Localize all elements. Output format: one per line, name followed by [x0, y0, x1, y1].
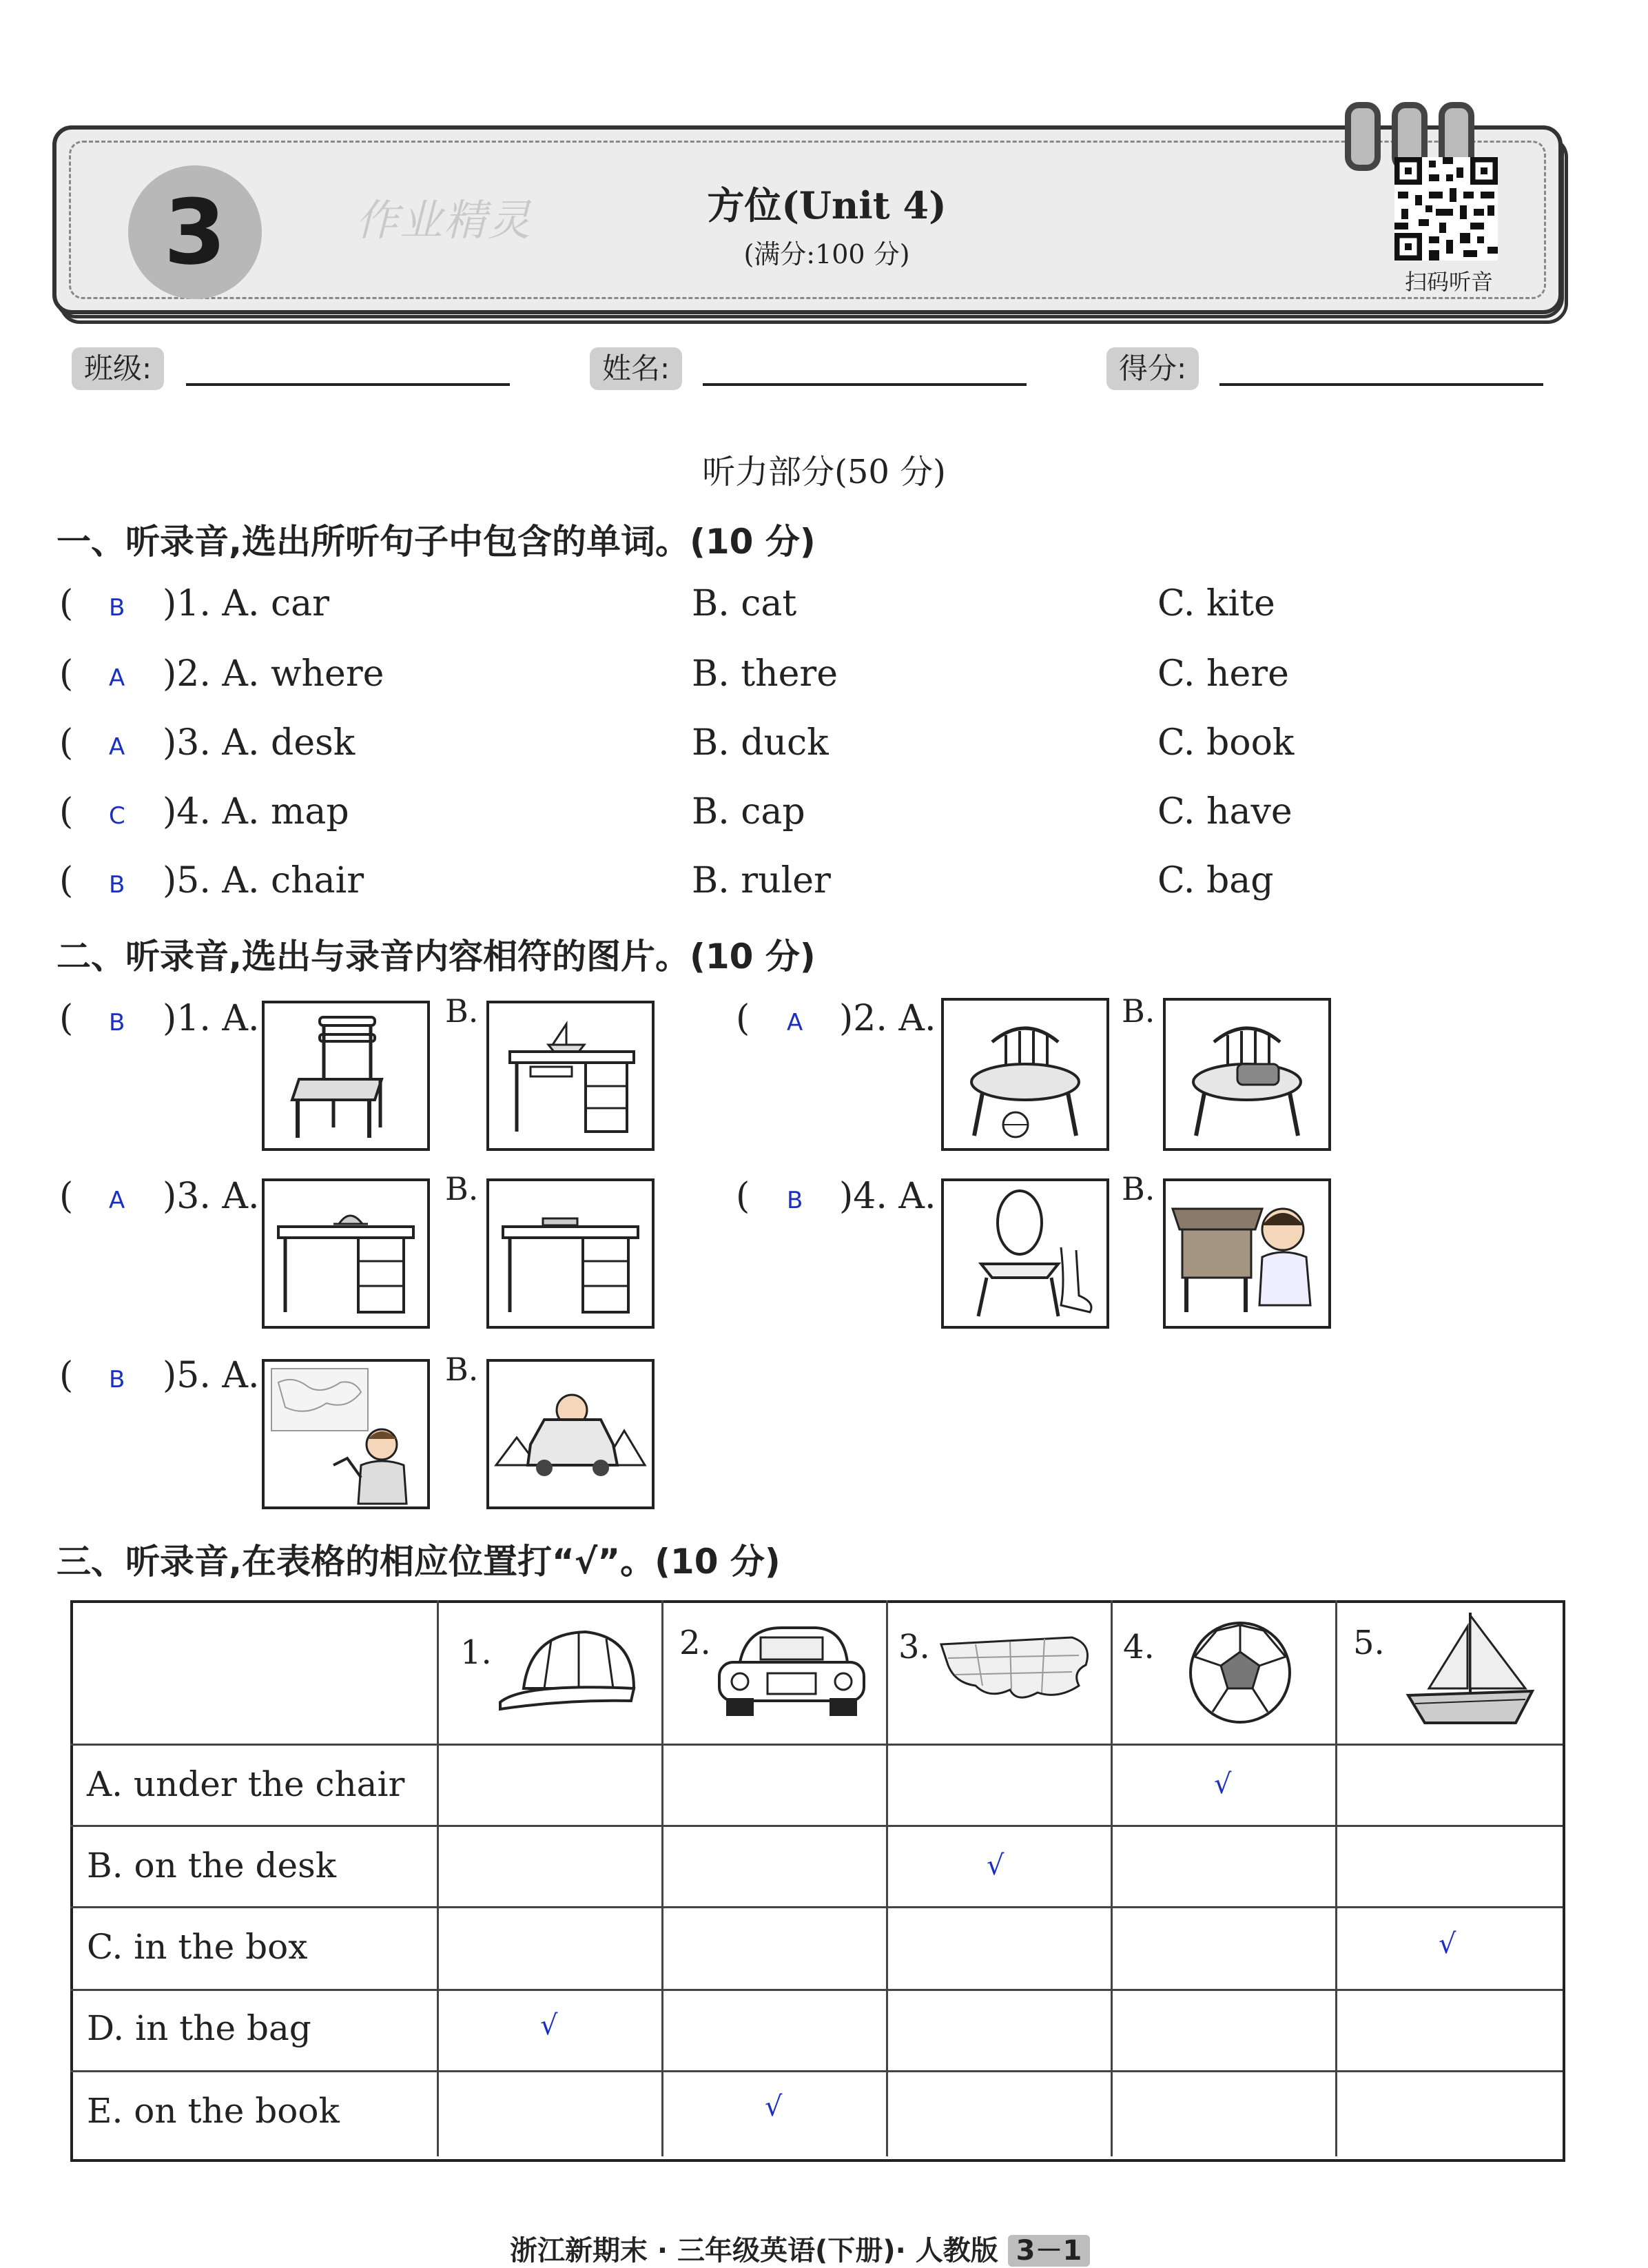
option-a-label: )3. A.: [163, 1176, 260, 1217]
listening-section-title: 听力部分(50 分): [702, 453, 946, 491]
class-field[interactable]: [186, 383, 510, 386]
row-label-c: C. in the box: [87, 1927, 308, 1967]
column-header-4: 4.: [1123, 1628, 1155, 1666]
map-icon: [934, 1624, 1100, 1720]
answer-mark: B: [109, 1009, 125, 1036]
option-c: C. bag: [1157, 860, 1274, 901]
answer-mark: A: [109, 664, 125, 692]
desk-icon: [489, 1003, 652, 1148]
chair-with-foot-picture[interactable]: [941, 1178, 1109, 1329]
column-header-5: 5.: [1353, 1624, 1385, 1662]
page-subtitle: (满分:100 分): [743, 239, 910, 269]
score-label: 得分:: [1106, 347, 1199, 390]
score-field[interactable]: [1219, 383, 1543, 386]
desk-with-book-picture[interactable]: [486, 1178, 655, 1329]
paren-open: (: [59, 998, 74, 1039]
option-b: B. cat: [692, 583, 797, 624]
check-mark-b3: √: [987, 1850, 1005, 1881]
unit-number-badge: 3: [128, 165, 262, 299]
name-label: 姓名:: [590, 347, 682, 390]
option-b: B. there: [692, 653, 838, 695]
option-c: C. have: [1157, 791, 1292, 832]
row-label-b: B. on the desk: [87, 1846, 337, 1886]
table-divider: [70, 1989, 1563, 1991]
name-field[interactable]: [703, 383, 1027, 386]
car-icon: [489, 1362, 652, 1506]
table-divider: [70, 1825, 1563, 1827]
answer-mark: B: [787, 1187, 803, 1214]
paren-open: (: [736, 998, 750, 1039]
check-mark-a4: √: [1214, 1768, 1232, 1800]
part2-heading: 二、听录音,选出与录音内容相符的图片。(10 分): [56, 937, 816, 977]
desk-icon: [265, 1181, 427, 1326]
option-a: )4. A. map: [163, 791, 349, 832]
paren-open: (: [736, 1176, 750, 1217]
footer: [510, 2229, 1130, 2267]
column-header-3: 3.: [898, 1628, 930, 1666]
page-title: 方位(Unit 4): [707, 183, 947, 227]
table-divider: [70, 2070, 1563, 2072]
check-mark-d1: √: [540, 2010, 558, 2041]
car-icon: [712, 1621, 871, 1724]
option-a-label: )5. A.: [163, 1355, 260, 1396]
answer-mark: C: [109, 802, 125, 830]
paren-open: (: [59, 653, 74, 695]
answer-mark: A: [109, 733, 125, 761]
table-divider: [661, 1600, 663, 2156]
page-number: 3－1: [1008, 2235, 1091, 2267]
desk-with-boat-picture[interactable]: [486, 1001, 655, 1151]
option-a: )2. A. where: [163, 653, 384, 695]
footer-text: 浙江新期末 · 三年级英语(下册)· 人教版: [510, 2235, 998, 2267]
answer-mark: B: [109, 871, 125, 899]
answer-mark: B: [109, 1366, 125, 1393]
chair-icon: [944, 1001, 1106, 1148]
chair-icon: [265, 1003, 427, 1148]
answer-mark: B: [109, 594, 125, 622]
option-b-label: B.: [445, 992, 479, 1030]
chair-picture[interactable]: [262, 1001, 430, 1151]
desk-with-cap-picture[interactable]: [262, 1178, 430, 1329]
option-b-label: B.: [1122, 992, 1155, 1030]
boy-at-desk-picture[interactable]: [1163, 1178, 1331, 1329]
part1-heading: 一、听录音,选出所听句子中包含的单词。(10 分): [56, 522, 816, 562]
part3-heading: 三、听录音,在表格的相应位置打“√”。(10 分): [56, 1542, 781, 1582]
sailboat-icon: [1394, 1606, 1546, 1730]
desk-icon: [489, 1181, 652, 1326]
chair-icon: [1166, 1001, 1328, 1148]
table-divider: [437, 1600, 439, 2156]
chair-with-bag-picture[interactable]: [1163, 998, 1331, 1151]
chair-icon: [944, 1181, 1106, 1326]
cap-icon: [496, 1620, 648, 1723]
option-c: C. here: [1157, 653, 1289, 695]
map-man-icon: [265, 1362, 427, 1506]
option-c: C. book: [1157, 722, 1295, 764]
option-b-label: B.: [445, 1170, 479, 1207]
row-label-a: A. under the chair: [87, 1764, 405, 1804]
table-divider: [1335, 1600, 1337, 2156]
option-b: B. cap: [692, 791, 805, 832]
ring-binder-icon: [1345, 102, 1381, 171]
option-b-label: B.: [1122, 1170, 1155, 1207]
qr-caption: 扫码听音: [1404, 269, 1493, 295]
column-header-1: 1.: [460, 1633, 492, 1672]
row-label-d: D. in the bag: [87, 2008, 311, 2048]
paren-open: (: [59, 1176, 74, 1217]
table-divider: [70, 1906, 1563, 1908]
answer-mark: A: [787, 1009, 803, 1036]
table-divider: [886, 1600, 888, 2156]
option-b-label: B.: [445, 1351, 479, 1388]
option-a: )5. A. chair: [163, 860, 364, 901]
boy-desk-icon: [1166, 1181, 1328, 1326]
option-b: B. duck: [692, 722, 829, 764]
class-label: 班级:: [72, 347, 164, 390]
option-a-label: )2. A.: [839, 998, 936, 1039]
watermark: 作业精灵: [356, 195, 533, 245]
option-a: )1. A. car: [163, 583, 330, 624]
paren-open: (: [59, 722, 74, 764]
table-divider: [1111, 1600, 1113, 2156]
check-mark-c5: √: [1439, 1928, 1456, 1960]
qr-code-icon[interactable]: [1394, 157, 1498, 260]
paren-open: (: [59, 1355, 74, 1396]
option-c: C. kite: [1157, 583, 1275, 624]
chair-with-ball-picture[interactable]: [941, 998, 1109, 1151]
soccer-ball-icon: [1185, 1614, 1295, 1731]
man-with-map-picture[interactable]: [262, 1359, 430, 1509]
column-header-2: 2.: [679, 1624, 711, 1662]
table-divider: [70, 1744, 1563, 1746]
paren-open: (: [59, 583, 74, 624]
option-b: B. ruler: [692, 860, 831, 901]
paren-open: (: [59, 791, 74, 832]
option-a-label: )4. A.: [839, 1176, 936, 1217]
boy-in-car-picture[interactable]: [486, 1359, 655, 1509]
option-a-label: )1. A.: [163, 998, 260, 1039]
answer-mark: A: [109, 1187, 125, 1214]
option-a: )3. A. desk: [163, 722, 356, 764]
row-label-e: E. on the book: [87, 2091, 340, 2131]
check-mark-e2: √: [765, 2091, 783, 2123]
paren-open: (: [59, 860, 74, 901]
